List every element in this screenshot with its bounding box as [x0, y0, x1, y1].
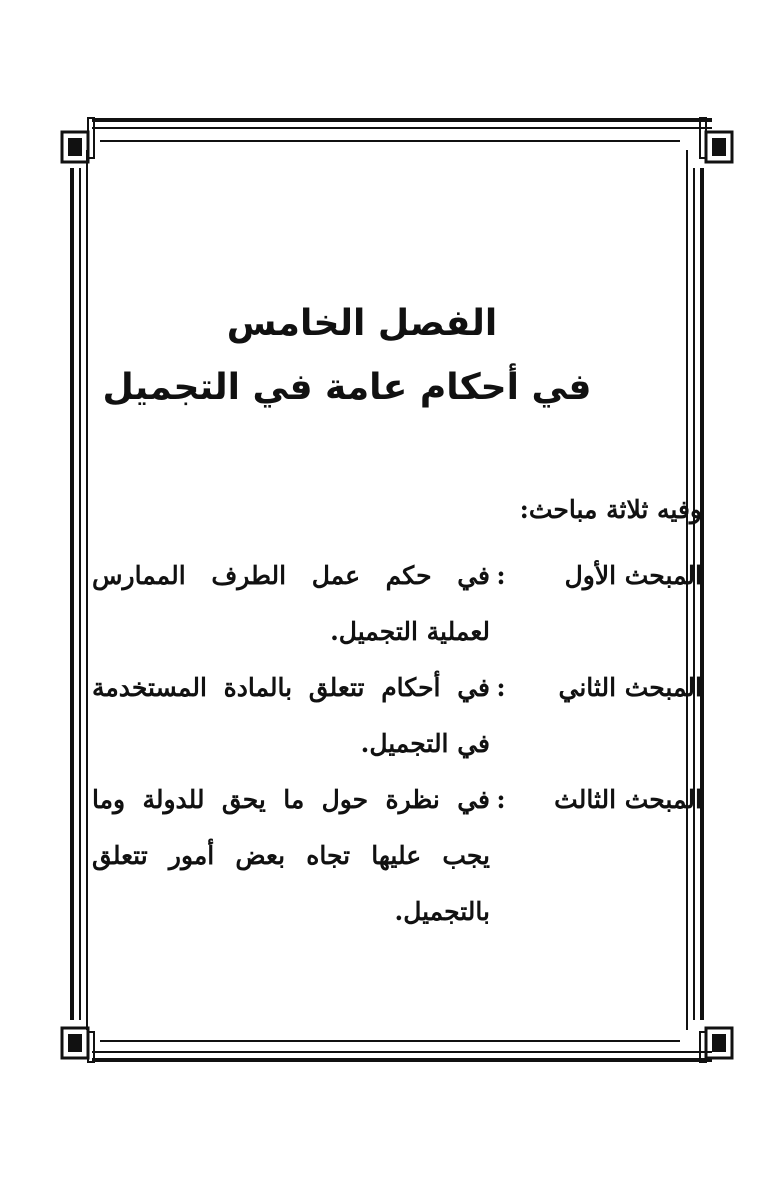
section-item-third [92, 772, 702, 940]
section-description: في حكم عمل الطرف الممارس لعملية التجميل. [92, 561, 490, 646]
section-label: المبحث الثاني [558, 673, 702, 702]
section-item-second [92, 660, 702, 772]
section-label: المبحث الأول [564, 561, 702, 590]
chapter-title-heading: في أحكام عامة في التجميل [102, 367, 592, 408]
page-content [92, 120, 712, 1040]
section-colon: : [496, 785, 506, 814]
section-label: المبحث الثالث [554, 785, 702, 814]
chapter-number-heading: الفصل الخامس [226, 303, 498, 344]
section-colon: : [496, 673, 506, 702]
sections-intro: وفيه ثلاثة مباحث: [519, 495, 702, 524]
section-colon: : [496, 561, 506, 590]
section-description: في أحكام تتعلق بالمادة المستخدمة في التجميل. [92, 673, 490, 758]
section-item-first [92, 548, 702, 660]
section-description: في نظرة حول ما يحق للدولة وما يجب عليها تجاه بعض أمور تتعلق بالتجميل. [92, 785, 490, 926]
